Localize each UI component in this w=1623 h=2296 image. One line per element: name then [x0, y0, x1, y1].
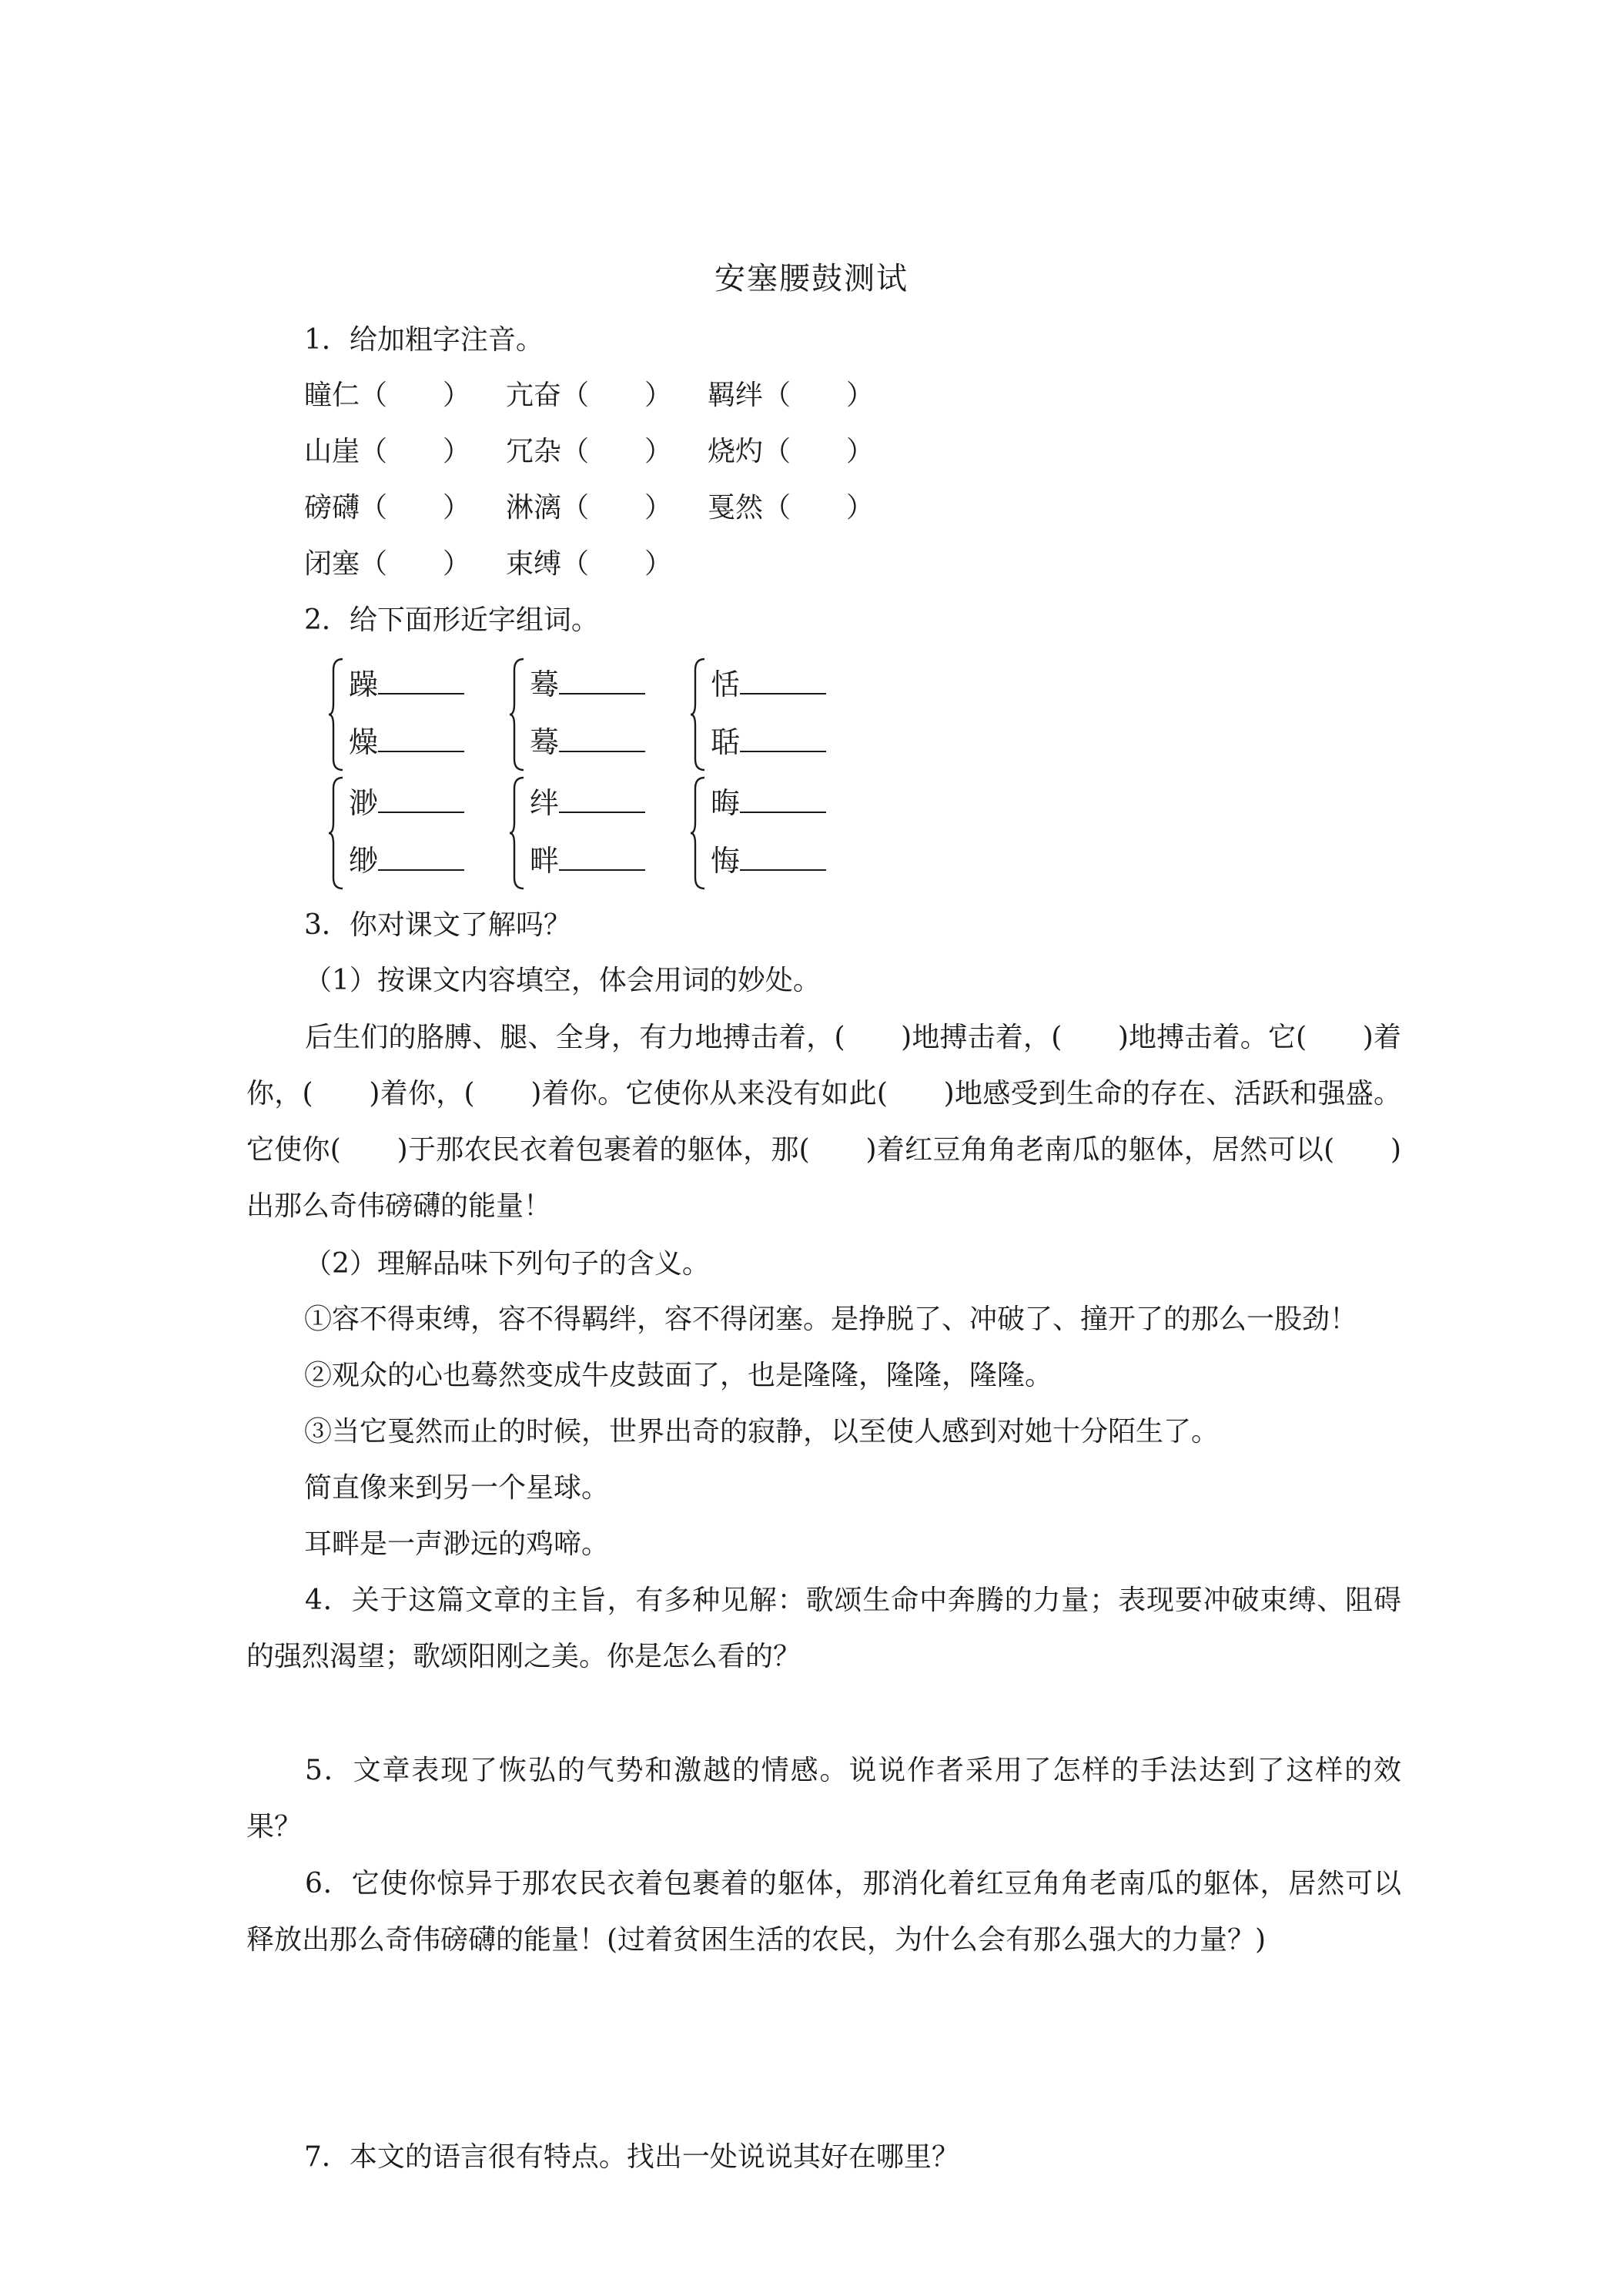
group-char-line — [349, 840, 464, 879]
group-char: 畔 — [530, 844, 560, 878]
group-char: 躁 — [349, 668, 379, 701]
group-char-line — [530, 840, 645, 879]
brace-icon — [689, 658, 708, 771]
word-group — [689, 656, 858, 773]
word-group — [689, 775, 858, 892]
q2-heading: 2．给下面形近字组词。 — [304, 604, 599, 636]
pinyin-item: 山崖（ ） — [304, 436, 471, 467]
group-char: 晦 — [711, 786, 741, 820]
group-char: 燥 — [349, 725, 379, 759]
group-char: 蓦 — [530, 668, 560, 701]
pinyin-item: 束缚（ ） — [506, 548, 673, 580]
q3-sentence-4: 简直像来到另一个星球。 — [304, 1472, 610, 1504]
group-char-line — [711, 721, 826, 761]
answer-blank[interactable] — [559, 721, 645, 752]
q3-sentence-2: ②观众的心也蓦然变成牛皮鼓面了，也是隆隆，隆隆，隆隆。 — [304, 1360, 1053, 1391]
answer-blank[interactable] — [559, 840, 645, 871]
group-char-line — [711, 840, 826, 879]
pinyin-item: 瞳仁（ ） — [304, 380, 471, 411]
answer-blank[interactable] — [740, 721, 826, 752]
q3-heading: 3．你对课文了解吗？ — [304, 909, 571, 941]
group-char: 渺 — [349, 786, 379, 820]
answer-blank[interactable] — [740, 840, 826, 871]
pinyin-item: 羁绊（ ） — [708, 380, 875, 411]
word-group — [508, 656, 678, 773]
q3-sentence-3: ③当它戛然而止的时候，世界出奇的寂静，以至使人感到对她十分陌生了。 — [304, 1416, 1220, 1448]
answer-blank[interactable] — [378, 840, 464, 871]
brace-icon — [508, 658, 527, 771]
brace-icon — [689, 776, 708, 890]
q3-subheading-1: （1）按课文内容填空，体会用词的妙处。 — [304, 965, 821, 996]
brace-icon — [327, 776, 346, 890]
q1-heading: 1．给加粗字注音。 — [304, 324, 544, 356]
group-char-line — [530, 664, 645, 703]
word-group — [327, 656, 497, 773]
group-char: 聒 — [711, 725, 741, 759]
group-char-line — [349, 664, 464, 703]
answer-blank[interactable] — [378, 721, 464, 752]
group-char: 蓦 — [530, 725, 560, 759]
pinyin-item: 冗杂（ ） — [506, 436, 673, 467]
group-char: 悔 — [711, 844, 741, 878]
q7-text: 7．本文的语言很有特点。找出一处说说其好在哪里？ — [304, 2141, 959, 2173]
group-char-line — [711, 782, 826, 822]
group-char-line — [711, 664, 826, 703]
brace-icon — [327, 658, 346, 771]
answer-blank[interactable] — [378, 664, 464, 694]
q3-subheading-2: （2）理解品味下列句子的含义。 — [304, 1248, 710, 1280]
answer-blank[interactable] — [740, 664, 826, 694]
document-title: 安塞腰鼓测试 — [714, 261, 909, 296]
q3-fill-passage: 后生们的胳膊、腿、全身，有力地搏击着，( )地搏击着，( )地搏击着。它( )着你，( )着你，( )着你。它使你从来没有如此( )地感受到生命的存在、活跃和强盛。它使你( )于那农民衣着包裹着的躯体，那( )着红豆角角老南瓜的躯体，居然可以( )出那么奇伟磅礴的能量！ — [246, 1022, 1401, 1222]
pinyin-item: 闭塞（ ） — [304, 548, 471, 580]
word-group — [508, 775, 678, 892]
answer-blank[interactable] — [378, 782, 464, 813]
group-char: 绊 — [530, 786, 560, 820]
q4-text: 4．关于这篇文章的主旨，有多种见解：歌颂生命中奔腾的力量；表现要冲破束缚、阻碍的强烈渴望；歌颂阳刚之美。你是怎么看的？ — [246, 1585, 1401, 1672]
word-group — [327, 775, 497, 892]
q3-sentence-1: ①容不得束缚，容不得羁绊，容不得闭塞。是挣脱了、冲破了、撞开了的那么一股劲！ — [304, 1304, 1358, 1335]
pinyin-item: 亢奋（ ） — [506, 380, 673, 411]
pinyin-item: 淋漓（ ） — [506, 492, 673, 524]
brace-icon — [508, 776, 527, 890]
q5-text: 5．文章表现了恢弘的气势和激越的情感。说说作者采用了怎样的手法达到了这样的效果？ — [246, 1755, 1401, 1842]
group-char-line — [530, 721, 645, 761]
q6-text: 6．它使你惊异于那农民衣着包裹着的躯体，那消化着红豆角角老南瓜的躯体，居然可以释放出那么奇伟磅礴的能量！(过着贫困生活的农民，为什么会有那么强大的力量？) — [246, 1868, 1401, 1956]
q3-sentence-5: 耳畔是一声渺远的鸡啼。 — [304, 1528, 610, 1560]
group-char: 恬 — [711, 668, 741, 701]
group-char-line — [349, 721, 464, 761]
answer-blank[interactable] — [559, 782, 645, 813]
answer-blank[interactable] — [559, 664, 645, 694]
pinyin-item: 磅礴（ ） — [304, 492, 471, 524]
answer-blank[interactable] — [740, 782, 826, 813]
group-char: 缈 — [349, 844, 379, 878]
pinyin-item: 戛然（ ） — [708, 492, 875, 524]
group-char-line — [530, 782, 645, 822]
pinyin-item: 烧灼（ ） — [708, 436, 875, 467]
group-char-line — [349, 782, 464, 822]
